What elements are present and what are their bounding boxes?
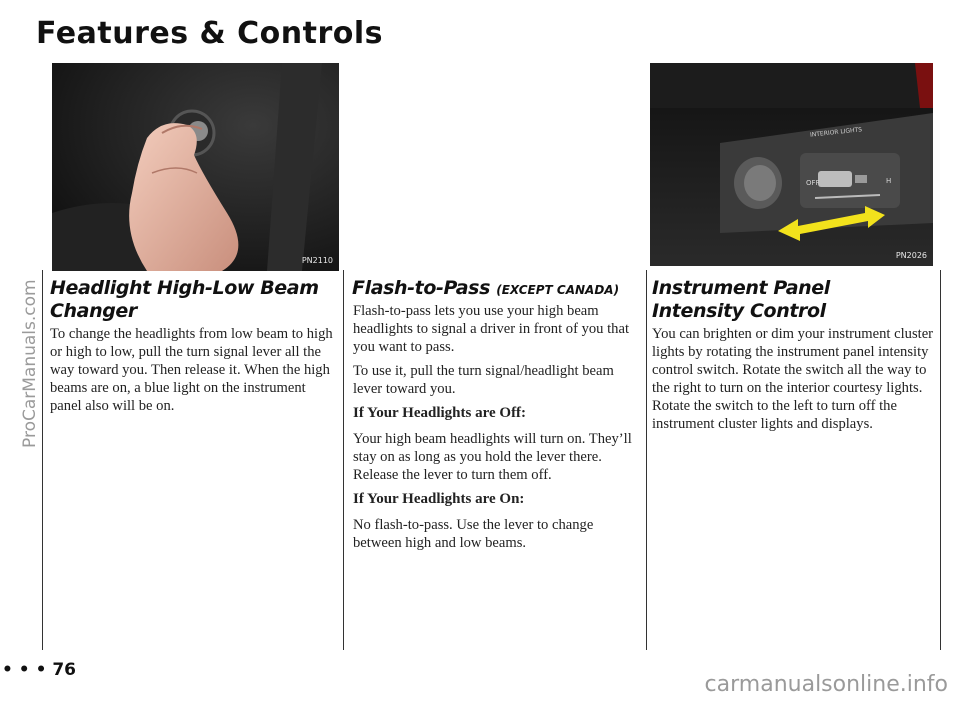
intensity-control-paragraph: You can brighten or dim your instrument cluster lights by rotating the instrument panel intensity control switch. Rotate the switch all the way to the right to turn on the interior courtesy lights. Rotate the switch to the left to turn off the instrument cluster lights and displays.	[652, 326, 934, 432]
flash-to-pass-intro: Flash-to-pass lets you use your high beam headlights to signal a driver in front of you that you want to pass.	[353, 303, 630, 355]
column-1-text	[50, 325, 340, 421]
heading-flash-to-pass-sub: (EXCEPT CANADA)	[496, 283, 620, 297]
photo-code-right: PN2026	[895, 251, 927, 260]
photo-switch-label: OFF	[806, 179, 820, 187]
watermark-procarmanuals	[2, 258, 40, 448]
headlight-changer-paragraph: To change the headlights from low beam to high or high to low, pull the turn signal lever all the way toward you. Then release it. When the high beams are on, a blue light on the instrument panel also will be on.	[50, 326, 333, 414]
photo-interior-lights-switch	[650, 63, 933, 266]
photo-switch-label-end: H	[886, 177, 892, 185]
photo-code-left: PN2110	[301, 256, 333, 265]
column-divider-far-right	[940, 270, 941, 650]
photo-headlight-lever	[52, 63, 339, 271]
flash-to-pass-usage: To use it, pull the turn signal/headlight beam lever toward you.	[353, 363, 614, 397]
heading-flash-to-pass	[352, 277, 642, 302]
heading-headlight-high-low-beam-changer: Headlight High-Low Beam Changer	[50, 277, 319, 322]
headlights-on-paragraph: No flash-to-pass. Use the lever to change between high and low beams.	[353, 517, 594, 551]
watermark-carmanualsonline: carmanualsonline.info	[704, 672, 948, 697]
photo-panel-label: INTERIOR LIGHTS	[809, 126, 863, 139]
column-2-text	[353, 302, 643, 558]
heading-instrument-panel-intensity-control: Instrument Panel Intensity Control	[652, 277, 830, 322]
headlights-off-paragraph: Your high beam headlights will turn on. They’ll stay on as long as you hold the lever there. Release the lever to turn them off.	[353, 431, 632, 483]
page-title: Features & Controls	[36, 16, 383, 51]
column-divider-left	[42, 270, 43, 650]
page-number: • • • 76	[2, 660, 77, 680]
column-3-text	[652, 325, 937, 439]
heading-flash-to-pass-main: Flash-to-Pass	[352, 277, 491, 299]
subhead-headlights-on: If Your Headlights are On:	[353, 491, 525, 507]
column-divider-middle	[343, 270, 344, 650]
watermark-procarmanuals-text: ProCarManuals.com	[20, 279, 40, 448]
column-divider-right	[646, 270, 647, 650]
subhead-headlights-off: If Your Headlights are Off:	[353, 405, 527, 421]
